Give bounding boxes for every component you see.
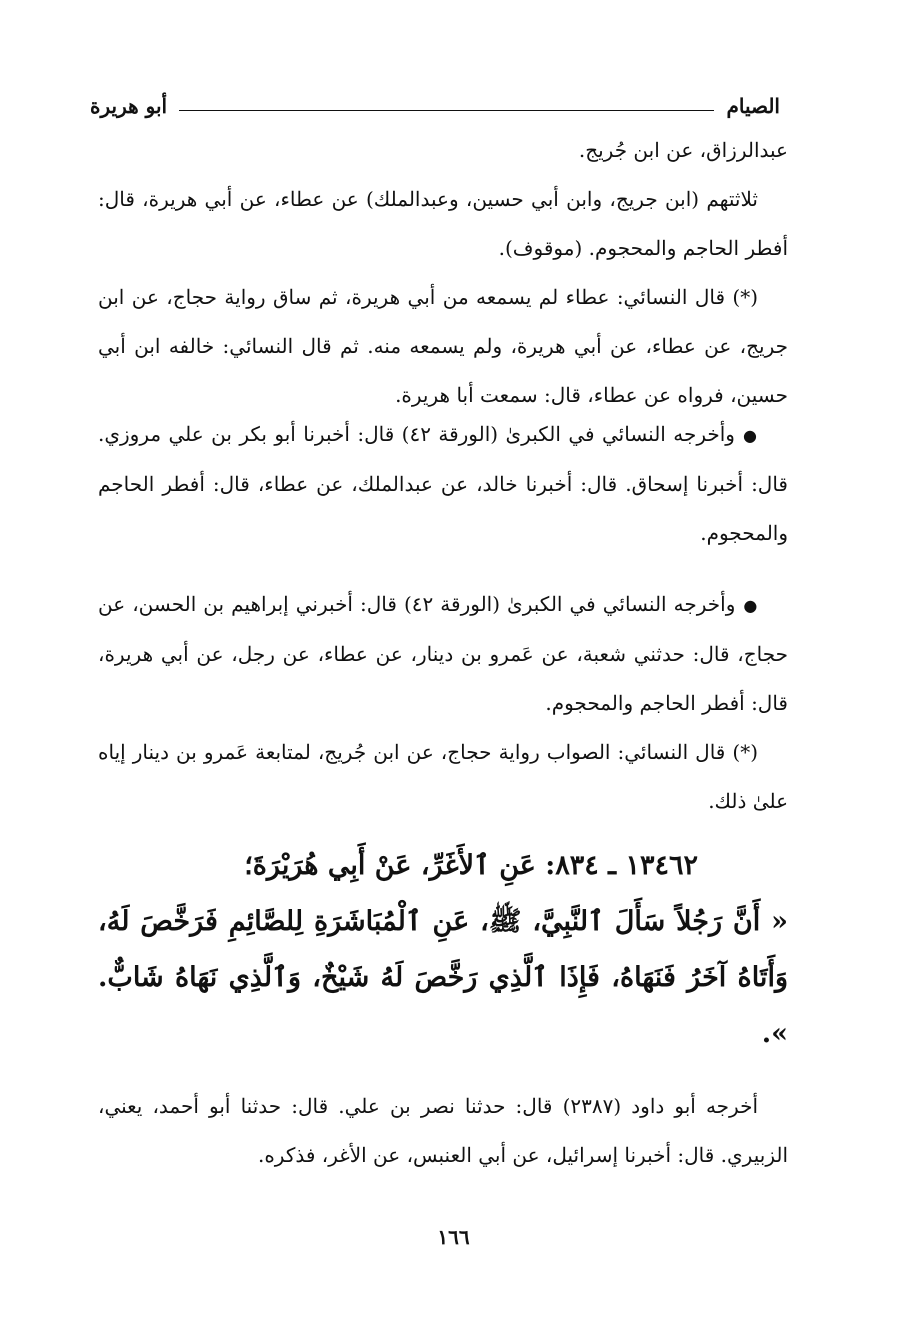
bullet-block-1 [98, 410, 788, 558]
hadith-text: « أَنَّ رَجُلاً سَأَلَ ٱلنَّبِيَّ، ﷺ، عَنِ ٱلْمُبَاشَرَةِ لِلصَّائِمِ فَرَخَّصَ لَهُ، وَأَتَاهُ آخَرُ فَنَهَاهُ، فَإِذَا ٱلَّذِي رَخَّصَ لَهُ شَيْخٌ، وَٱلَّذِي نَهَاهُ شَابٌّ. ». [98, 906, 788, 1049]
paragraph: ثلاثتهم (ابن جريج، وابن أبي حسين، وعبدالملك) عن عطاء، عن أبي هريرة، قال: أفطر الحاجم والمحجوم. (موقوف). [98, 187, 788, 260]
bullet-paragraph: ● وأخرجه النسائي في الكبرىٰ (الورقة ٤٢) قال: أخبرني إبراهيم بن الحسن، عن حجاج، قال: حدثني شعبة، عن عَمرو بن دينار، عن عطاء، عن رجل، عن أبي هريرة، قال: أفطر الحاجم والمحجوم. [98, 580, 788, 728]
final-text-block [98, 1082, 788, 1180]
hadith-title: ١٣٤٦٢ ـ ٨٣٤: عَنِ ٱلأَغَرِّ، عَنْ أَبِي هُرَيْرَةَ؛ [244, 850, 698, 881]
header-chapter-title: الصيام [726, 94, 780, 118]
header-rule [179, 110, 714, 111]
hadith-block [98, 838, 788, 1062]
bullet-paragraph: ● وأخرجه النسائي في الكبرىٰ (الورقة ٤٢) قال: أخبرنا أبو بكر بن علي مروزي. قال: أخبرنا إسحاق. قال: أخبرنا خالد، عن عبدالملك، عن عطاء، قال: أفطر الحاجم والمحجوم. [98, 410, 788, 558]
footnote-paragraph: (*) قال النسائي: عطاء لم يسمعه من أبي هريرة، ثم ساق رواية حجاج، عن ابن جريج، عن عطاء، عن أبي هريرة، ولم يسمعه منه. ثم قال النسائي: خالفه ابن أبي حسين، فرواه عن عطاء، قال: سمعت أبا هريرة. [98, 285, 788, 407]
footnote-paragraph: (*) قال النسائي: الصواب رواية حجاج، عن ابن جُريج، لمتابعة عَمرو بن دينار إياه علىٰ ذلك. [98, 740, 788, 813]
paragraph: أخرجه أبو داود (٢٣٨٧) قال: حدثنا نصر بن علي. قال: حدثنا أبو أحمد، يعني، الزبيري. قال: أخبرنا إسرائيل، عن أبي العنبس، عن الأغر، فذكره. [98, 1094, 788, 1167]
header-narrator-title: أبو هريرة [90, 94, 168, 118]
top-text-block [98, 126, 788, 420]
paragraph: عبدالرزاق، عن ابن جُريج. [578, 138, 788, 162]
running-header [90, 82, 780, 118]
bullet-block-2 [98, 580, 788, 826]
page-number: ١٦٦ [437, 1225, 470, 1249]
